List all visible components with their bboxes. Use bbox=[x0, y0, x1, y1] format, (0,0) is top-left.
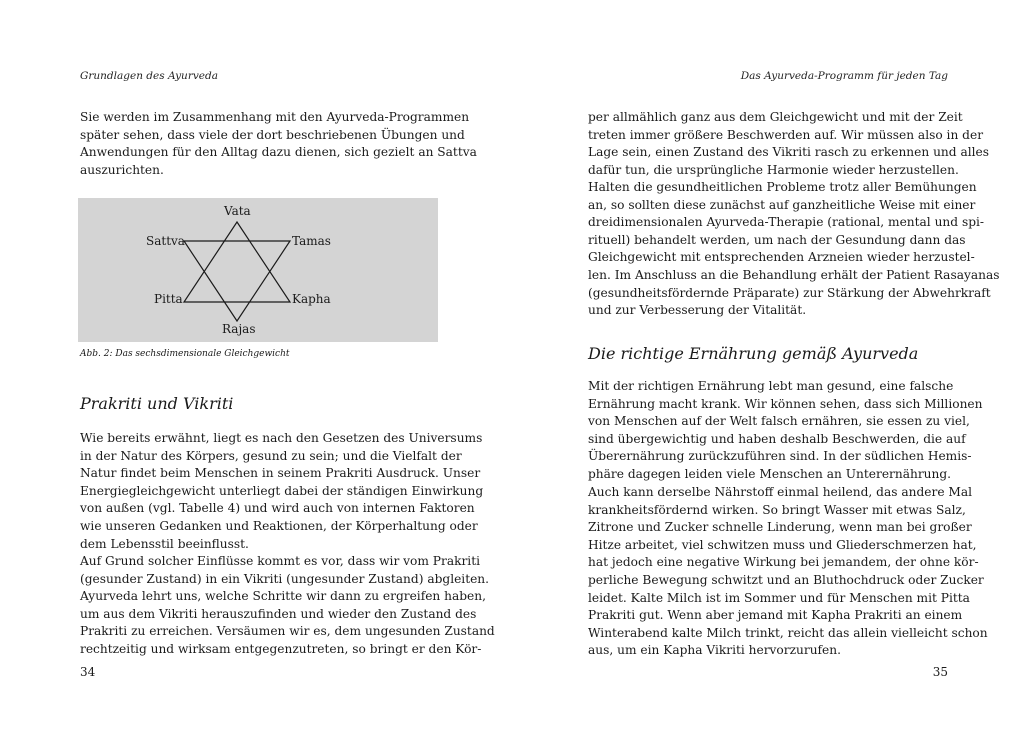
text-line: Lage sein, einen Zustand des Vikriti rasch zu erkennen und alles bbox=[588, 145, 989, 160]
text-line: Winterabend kalte Milch trinkt, reicht das allein vielleicht schon bbox=[588, 625, 988, 640]
text-line: aus, um ein Kapha Vikriti hervorzurufen. bbox=[588, 643, 841, 658]
text-line: phäre dagegen leiden viele Menschen an Unterernährung. bbox=[588, 466, 952, 481]
text-line: Überernährung zurückzuführen sind. In der südlichen Hemis- bbox=[588, 449, 972, 464]
text-line: treten immer größere Beschwerden auf. Wir müssen also in der bbox=[588, 127, 984, 142]
text-line: Gleichgewicht mit entsprechenden Arzneien wieder herzustel- bbox=[588, 250, 975, 265]
text-line: von außen (vgl. Tabelle 4) und wird auch von internen Faktoren bbox=[80, 501, 475, 516]
text-line: leidet. Kalte Milch ist im Sommer und für Menschen mit Pitta bbox=[588, 590, 970, 605]
prakriti-paragraph-2 bbox=[80, 553, 495, 659]
text-line: Prakriti gut. Wenn aber jemand mit Kapha Prakriti an einem bbox=[588, 608, 963, 623]
section-heading-prakriti: Prakriti und Vikriti bbox=[80, 394, 234, 413]
text-line: Halten die gesundheitlichen Probleme trotz aller Bemühungen bbox=[588, 180, 977, 194]
text-line: Wie bereits erwähnt, liegt es nach den Gesetzen des Universums bbox=[80, 431, 483, 445]
text-line: dreidimensionalen Ayurveda-Therapie (rational, mental und spi- bbox=[588, 215, 985, 230]
text-line: per allmählich ganz aus dem Gleichgewicht und mit der Zeit bbox=[588, 110, 963, 124]
text-line: rituell) behandelt werden, um nach der Gesundung dann das bbox=[588, 232, 966, 247]
label-rajas: Rajas bbox=[222, 322, 256, 336]
text-line: von Menschen auf der Welt falsch ernähren, sie essen zu viel, bbox=[588, 414, 970, 429]
text-line: an, so sollten diese zunächst auf ganzheitliche Weise mit einer bbox=[588, 197, 976, 212]
text-line: später sehen, dass viele der dort beschriebenen Übungen und bbox=[80, 127, 465, 142]
upward-triangle bbox=[184, 222, 290, 302]
text-line: Ernährung macht krank. Wir können sehen, dass sich Millionen bbox=[588, 396, 983, 411]
text-line: (gesunder Zustand) in ein Vikriti (ungesunder Zustand) abgleiten. bbox=[80, 571, 490, 586]
text-line: rechtzeitig und wirksam entgegenzutreten, so bringt er den Kör- bbox=[80, 641, 482, 656]
text-line: Prakriti zu erreichen. Versäumen wir es, dem ungesunden Zustand bbox=[80, 624, 495, 639]
text-line: in der Natur des Körpers, gesund zu sein; und die Vielfalt der bbox=[80, 448, 462, 463]
six-dimensional-balance-figure bbox=[78, 198, 438, 342]
text-line: Natur findet beim Menschen in seinem Prakriti Ausdruck. Unser bbox=[80, 466, 481, 481]
text-line: dafür tun, die ursprüngliche Harmonie wieder herzustellen. bbox=[588, 162, 959, 177]
text-line: krankheitsfördernd wirken. So bringt Wasser mit etwas Salz, bbox=[588, 502, 966, 517]
page-number-left: 34 bbox=[80, 665, 96, 679]
therapy-paragraph bbox=[588, 179, 1000, 320]
text-line: Mit der richtigen Ernährung lebt man gesund, eine falsche bbox=[588, 379, 954, 393]
text-line: perliche Bewegung schwitzt und an Bluthochdruck oder Zucker bbox=[588, 572, 984, 587]
text-line: Zitrone und Zucker schnelle Linderung, wenn man bei großer bbox=[588, 520, 972, 535]
figure-caption: Abb. 2: Das sechsdimensionale Gleichgewicht bbox=[80, 349, 290, 359]
text-line: dem Lebensstil beeinflusst. bbox=[80, 536, 249, 551]
section-heading-ernaehrung: Die richtige Ernährung gemäß Ayurveda bbox=[588, 344, 919, 363]
text-line: Energiegleichgewicht unterliegt dabei der ständigen Einwirkung bbox=[80, 483, 484, 498]
label-vata: Vata bbox=[224, 204, 251, 218]
downward-triangle bbox=[184, 241, 290, 321]
text-line: Ayurveda lehrt uns, welche Schritte wir dann zu ergreifen haben, bbox=[80, 589, 486, 604]
page-number-right: 35 bbox=[932, 665, 948, 679]
text-line: um aus dem Vikriti herauszufinden und wieder den Zustand des bbox=[80, 606, 477, 621]
hexagram-diagram bbox=[78, 198, 438, 342]
prakriti-paragraph-1 bbox=[80, 430, 484, 553]
text-line: hat jedoch eine negative Wirkung bei jemandem, der ohne kör- bbox=[588, 555, 979, 570]
text-line: Auch kann derselbe Nährstoff einmal heilend, das andere Mal bbox=[588, 485, 973, 499]
label-kapha: Kapha bbox=[292, 292, 331, 306]
text-line: Anwendungen für den Alltag dazu dienen, sich gezielt an Sattva bbox=[80, 145, 477, 160]
continuation-paragraph bbox=[588, 109, 989, 179]
text-line: len. Im Anschluss an die Behandlung erhält der Patient Rasayanas bbox=[588, 267, 1000, 282]
text-line: Sie werden im Zusammenhang mit den Ayurveda-Programmen bbox=[80, 110, 470, 124]
text-line: auszurichten. bbox=[80, 162, 164, 177]
label-tamas: Tamas bbox=[292, 234, 331, 248]
running-head-left: Grundlagen des Ayurveda bbox=[80, 70, 218, 82]
nutrition-paragraph-2 bbox=[588, 484, 988, 660]
text-line: (gesundheitsfördernde Präparate) zur Stärkung der Abwehrkraft bbox=[588, 285, 991, 300]
label-sattva: Sattva bbox=[146, 234, 185, 248]
text-line: Hitze arbeitet, viel schwitzen muss und Gliederschmerzen hat, bbox=[588, 537, 977, 552]
intro-paragraph bbox=[80, 109, 477, 179]
nutrition-paragraph-1 bbox=[588, 378, 983, 484]
running-head-right: Das Ayurveda-Programm für jeden Tag bbox=[740, 70, 948, 82]
text-line: wie unseren Gedanken und Reaktionen, der Körperhaltung oder bbox=[80, 518, 478, 533]
text-line: und zur Verbesserung der Vitalität. bbox=[588, 303, 807, 318]
text-line: sind übergewichtig und haben deshalb Beschwerden, die auf bbox=[588, 431, 966, 446]
label-pitta: Pitta bbox=[154, 292, 183, 306]
text-line: Auf Grund solcher Einflüsse kommt es vor, dass wir vom Prakriti bbox=[80, 554, 481, 568]
